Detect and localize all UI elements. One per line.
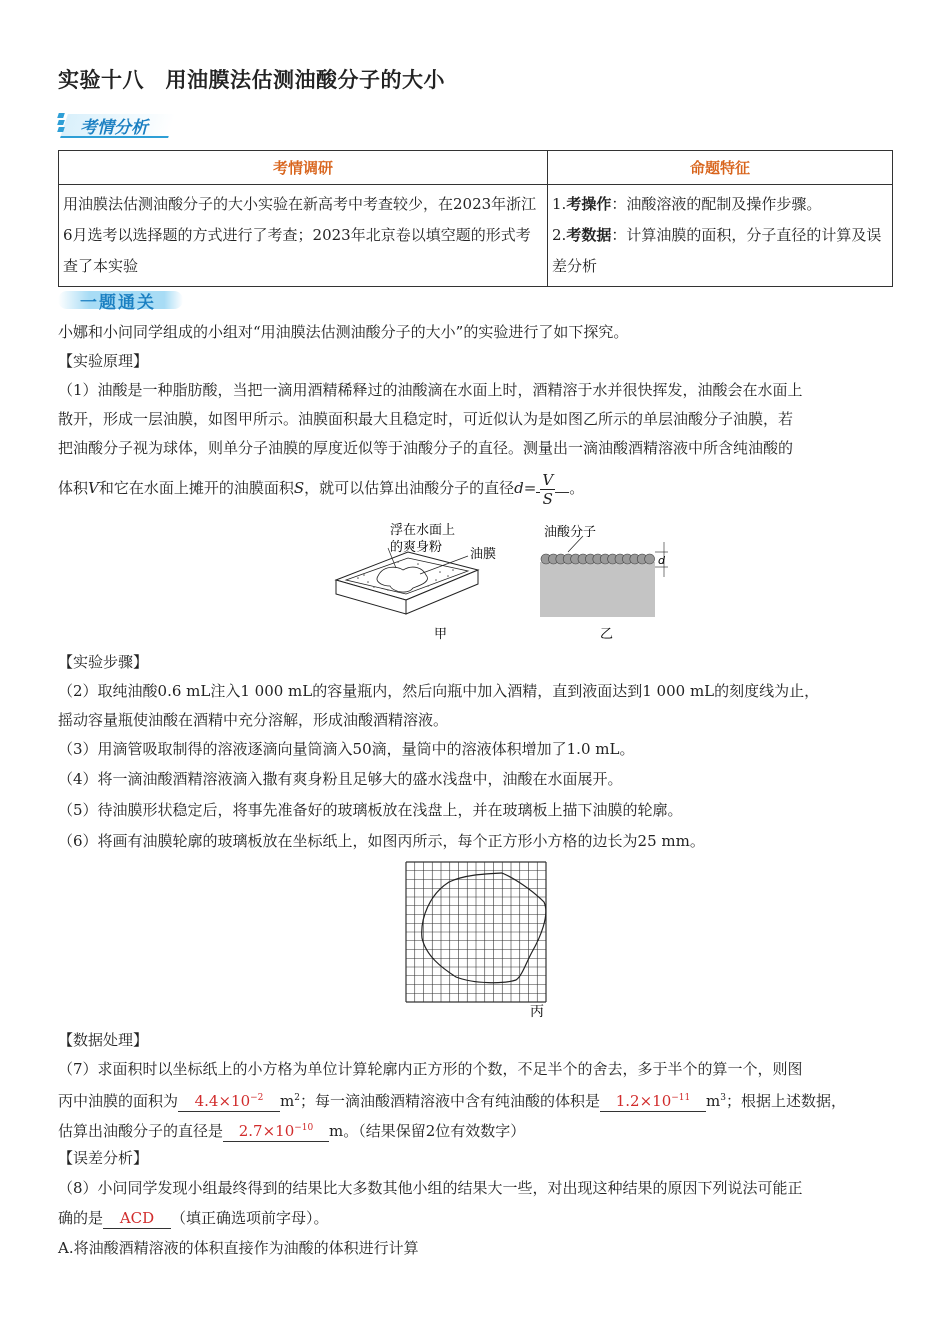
principle-line-2: 散开，形成一层油膜，如图甲所示。油膜面积最大且稳定时，可近似认为是如图乙所示的单层油酸分子油膜，若 xyxy=(58,410,794,428)
caption-yi: 乙 xyxy=(600,627,614,642)
heading-data: 【数据处理】 xyxy=(58,1031,149,1049)
stripes-icon xyxy=(58,113,76,137)
formula-fraction: $\frac{V}{S}$ xyxy=(542,470,554,508)
film-outline xyxy=(422,873,546,983)
table-header-research: 考情调研 xyxy=(59,151,548,185)
molecule-row xyxy=(541,554,655,564)
step-5: （5）待油膜形状稳定后，将事先准备好的玻璃板放在浅盘上，并在玻璃板上描下油膜的轮廓。 xyxy=(58,801,683,819)
caption-bing: 丙 xyxy=(530,1004,544,1020)
section-badge-practice xyxy=(58,288,188,312)
figure-bing xyxy=(404,860,604,1020)
answer-options: ACD xyxy=(103,1208,171,1229)
feature-2: 2.考数据：计算油膜的面积，分子直径的计算及误差分析 xyxy=(552,226,882,275)
heading-error: 【误差分析】 xyxy=(58,1149,149,1167)
figure-jia xyxy=(336,522,496,642)
step-3: （3）用滴管吸取制得的溶液逐滴向量筒滴入50滴，量筒中的溶液体积增加了1.0 mL。 xyxy=(58,740,635,758)
principle-line-4: 体积V和它在水面上摊开的油膜面积S，就可以估算出油酸分子的直径d= $\frac{V}{S}$ 。 xyxy=(58,470,585,508)
feature-1: 1.考操作：油酸溶液的配制及操作步骤。 xyxy=(552,195,822,213)
heading-principle: 【实验原理】 xyxy=(58,352,149,370)
section-title-analysis: 考情分析 xyxy=(80,118,148,138)
answer-volume: $1.2\times 10^{-11}$ xyxy=(600,1088,706,1112)
label-powder-2: 的爽身粉 xyxy=(390,540,443,555)
grid-paper xyxy=(406,862,546,1002)
label-molecule: 油酸分子 xyxy=(544,525,597,540)
q7-line-2: 丙中油膜的面积为 $4.4\times 10^{-2}$ $m^2$；每一滴油酸酒精溶液中含有纯油酸的体积是 $1.2\times 10^{-11}$ $m^3$；根据上述数据， xyxy=(58,1088,846,1112)
step-2-line-1: （2）取纯油酸0.6 mL注入1 000 mL的容量瓶内，然后向瓶中加入酒精，直到液面达到1 000 mL的刻度线为止， xyxy=(58,682,820,700)
heading-steps: 【实验步骤】 xyxy=(58,653,149,671)
figure-jia-yi xyxy=(328,520,665,645)
label-powder-1: 浮在水面上 xyxy=(390,523,456,538)
answer-area: $4.4\times 10^{-2}$ xyxy=(178,1088,280,1112)
intro-text: 小娜和小问同学组成的小组对“用油膜法估测油酸分子的大小”的实验进行了如下探究。 xyxy=(58,323,629,341)
q8-line-2: 确的是 ACD （填正确选项前字母）。 xyxy=(58,1209,329,1227)
table-cell-research xyxy=(59,185,548,287)
table-cell-features xyxy=(548,185,893,287)
step-6: （6）将画有油膜轮廓的玻璃板放在坐标纸上，如图丙所示，每个正方形小方格的边长为25 mm。 xyxy=(58,832,705,850)
answer-diameter: $2.7\times 10^{-10}$ xyxy=(223,1118,329,1142)
option-a: A.将油酸酒精溶液的体积直接作为油酸的体积进行计算 xyxy=(58,1239,419,1257)
step-2-line-2: 摇动容量瓶使油酸在酒精中充分溶解，形成油酸酒精溶液。 xyxy=(58,711,449,729)
label-d: d xyxy=(658,554,665,567)
caption-jia: 甲 xyxy=(434,627,448,642)
q7-line-1: （7）求面积时以坐标纸上的小方格为单位计算轮廓内正方形的个数，不足半个的舍去，多于半个的算一个，则图 xyxy=(58,1060,803,1078)
principle-line-1: （1）油酸是一种脂肪酸，当把一滴用酒精稀释过的油酸滴在水面上时，酒精溶于水并很快挥发，油酸会在水面上 xyxy=(58,381,803,399)
molecule-circle xyxy=(645,554,655,564)
q7-line-3: 估算出油酸分子的直径是 $2.7\times 10^{-10}$ m。（结果保留2位有效数字） xyxy=(58,1118,525,1142)
principle-line-3: 把油酸分子视为球体，则单分子油膜的厚度近似等于油酸分子的直径。测量出一滴油酸酒精溶液中所含纯油酸的 xyxy=(58,439,794,457)
table-header-features: 命题特征 xyxy=(548,151,893,185)
page-title: 实验十八 用油膜法估测油酸分子的大小 xyxy=(58,68,445,92)
label-film: 油膜 xyxy=(470,547,497,562)
figure-yi xyxy=(540,524,668,642)
research-text: 用油膜法估测油酸分子的大小实验在新高考中考查较少，在2023年浙江6月选考以选择题的方式进行了考查；2023年北京卷以填空题的形式考查了本实验 xyxy=(63,195,537,275)
analysis-table xyxy=(58,150,893,287)
step-4: （4）将一滴油酸酒精溶液滴入撒有爽身粉且足够大的盛水浅盘中，油酸在水面展开。 xyxy=(58,770,623,788)
q8-line-1: （8）小问同学发现小组最终得到的结果比大多数其他小组的结果大一些，对出现这种结果的原因下列说法可能正 xyxy=(58,1179,803,1197)
section-title-practice: 一题通关 xyxy=(80,293,156,313)
